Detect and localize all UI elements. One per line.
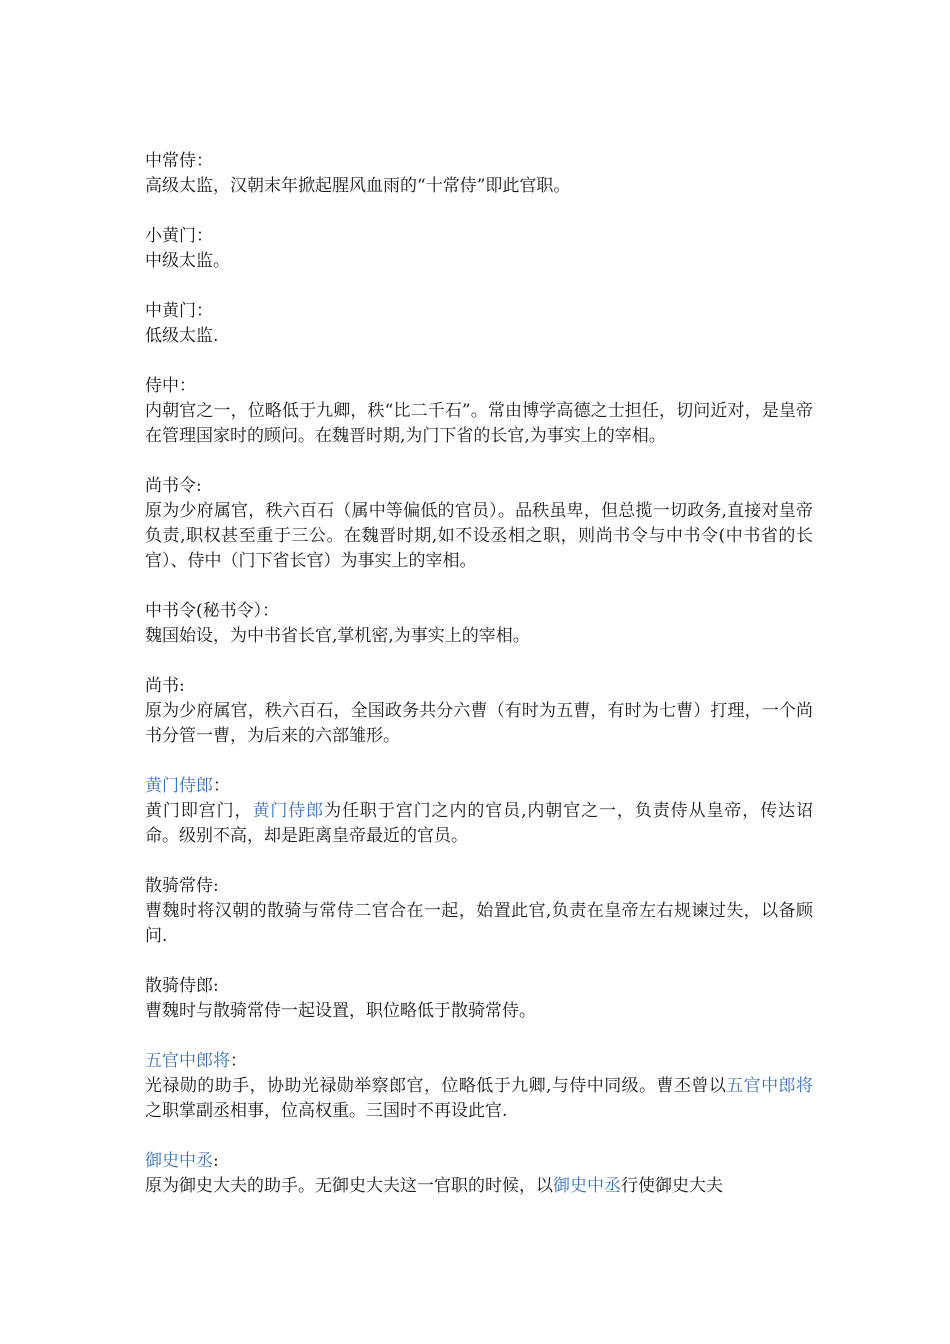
definition-text: 为任职于宫门之内的官员,内朝官之一，负责侍从皇帝，传达诏命。级别不高，却是距离皇帝最近的官员。 — [145, 801, 814, 846]
entry-yushizhongcheng — [145, 1149, 813, 1199]
definition-text: 黄门即宫门， — [145, 801, 253, 821]
document-body — [145, 149, 813, 1224]
entry-definition — [145, 699, 813, 749]
entry-term: 小黄门： — [145, 226, 213, 246]
term-suffix: ： — [213, 776, 230, 796]
entry-term — [145, 1149, 813, 1174]
definition-text: 行使御史大夫 — [621, 1176, 723, 1196]
entry-definition — [145, 799, 813, 849]
entry-term: 尚书: — [145, 676, 185, 696]
inline-link[interactable]: 五官中郎将 — [726, 1076, 813, 1096]
entry-term: 侍中： — [145, 376, 196, 396]
term-link[interactable]: 黄门侍郎 — [145, 776, 213, 796]
definition-text: 光禄勋的助手，协助光禄勋举察郎官，位略低于九卿,与侍中同级。曹丕曾以 — [145, 1076, 727, 1096]
entry-term: 中书令(秘书令）： — [145, 601, 280, 621]
term-link[interactable]: 御史中丞 — [145, 1151, 213, 1171]
inline-link[interactable]: 御史中丞 — [553, 1176, 621, 1196]
definition-text: 内朝官之一，位略低于九卿，秩“比二千石”。常由博学高德之士担任，切问近对，是皇帝在管理国家时的顾问。在魏晋时期,为门下省的长官,为事实上的宰相。 — [145, 401, 813, 446]
entry-sanqichangshi — [145, 874, 813, 949]
definition-text: 之职掌副丞相事，位高权重。三国时不再设此官. — [145, 1101, 508, 1121]
definition-text: 曹魏时与散骑常侍一起设置，职位略低于散骑常侍。 — [145, 1001, 536, 1021]
entry-shangshu — [145, 674, 813, 749]
entry-term: 尚书令: — [145, 476, 202, 496]
definition-text: 低级太监. — [145, 326, 219, 346]
definition-text: 原为少府属官，秩六百石（属中等偏低的官员）。品秩虽卑，但总揽一切政务,直接对皇帝负责,职权甚至重于三公。在魏晋时期,如不设丞相之职，则尚书令与中书令(中书省的长官）、侍中（门下省长官）为事实上的宰相。 — [145, 501, 813, 571]
entry-definition — [145, 324, 813, 349]
definition-text: 原为少府属官，秩六百石，全国政务共分六曹（有时为五曹，有时为七曹）打理，一个尚书分管一曹，为后来的六部雏形。 — [145, 701, 813, 746]
term-link[interactable]: 五官中郎将 — [145, 1051, 230, 1071]
entry-term — [145, 1049, 813, 1074]
entry-zhongshuling — [145, 599, 813, 649]
entry-wuguanzhonglangjiang — [145, 1049, 813, 1124]
entry-definition — [145, 249, 813, 274]
entry-definition — [145, 1074, 813, 1124]
entry-definition — [145, 399, 813, 449]
entry-term: 中黄门： — [145, 301, 213, 321]
definition-text: 魏国始设，为中书省长官,掌机密,为事实上的宰相。 — [145, 626, 530, 646]
entry-definition — [145, 899, 813, 949]
entry-definition — [145, 1174, 813, 1199]
entry-zhonghuangmen — [145, 299, 813, 349]
definition-text: 原为御史大夫的助手。无御史大夫这一官职的时候，以 — [145, 1176, 553, 1196]
entry-term: 散骑常侍: — [145, 876, 219, 896]
entry-xiaohuangmen — [145, 224, 813, 274]
entry-term: 散骑侍郎: — [145, 976, 219, 996]
entry-term — [145, 774, 813, 799]
entry-definition — [145, 499, 813, 574]
entry-shizhong — [145, 374, 813, 449]
entry-term: 中常侍： — [145, 151, 213, 171]
entry-sanqishilang — [145, 974, 813, 1024]
term-suffix: : — [213, 1151, 219, 1171]
entry-shangshuling — [145, 474, 813, 574]
definition-text: 曹魏时将汉朝的散骑与常侍二官合在一起，始置此官,负责在皇帝左右规谏过失，以备顾问. — [145, 901, 813, 946]
definition-text: 中级太监。 — [145, 251, 230, 271]
entry-definition — [145, 999, 813, 1024]
entry-zhongchangshi — [145, 149, 813, 199]
entry-huangmenshilang — [145, 774, 813, 849]
inline-link[interactable]: 黄门侍郎 — [252, 801, 325, 821]
entry-definition — [145, 624, 813, 649]
term-suffix: ： — [230, 1051, 247, 1071]
entry-definition — [145, 174, 813, 199]
definition-text: 高级太监，汉朝末年掀起腥风血雨的“十常侍”即此官职。 — [145, 176, 571, 196]
